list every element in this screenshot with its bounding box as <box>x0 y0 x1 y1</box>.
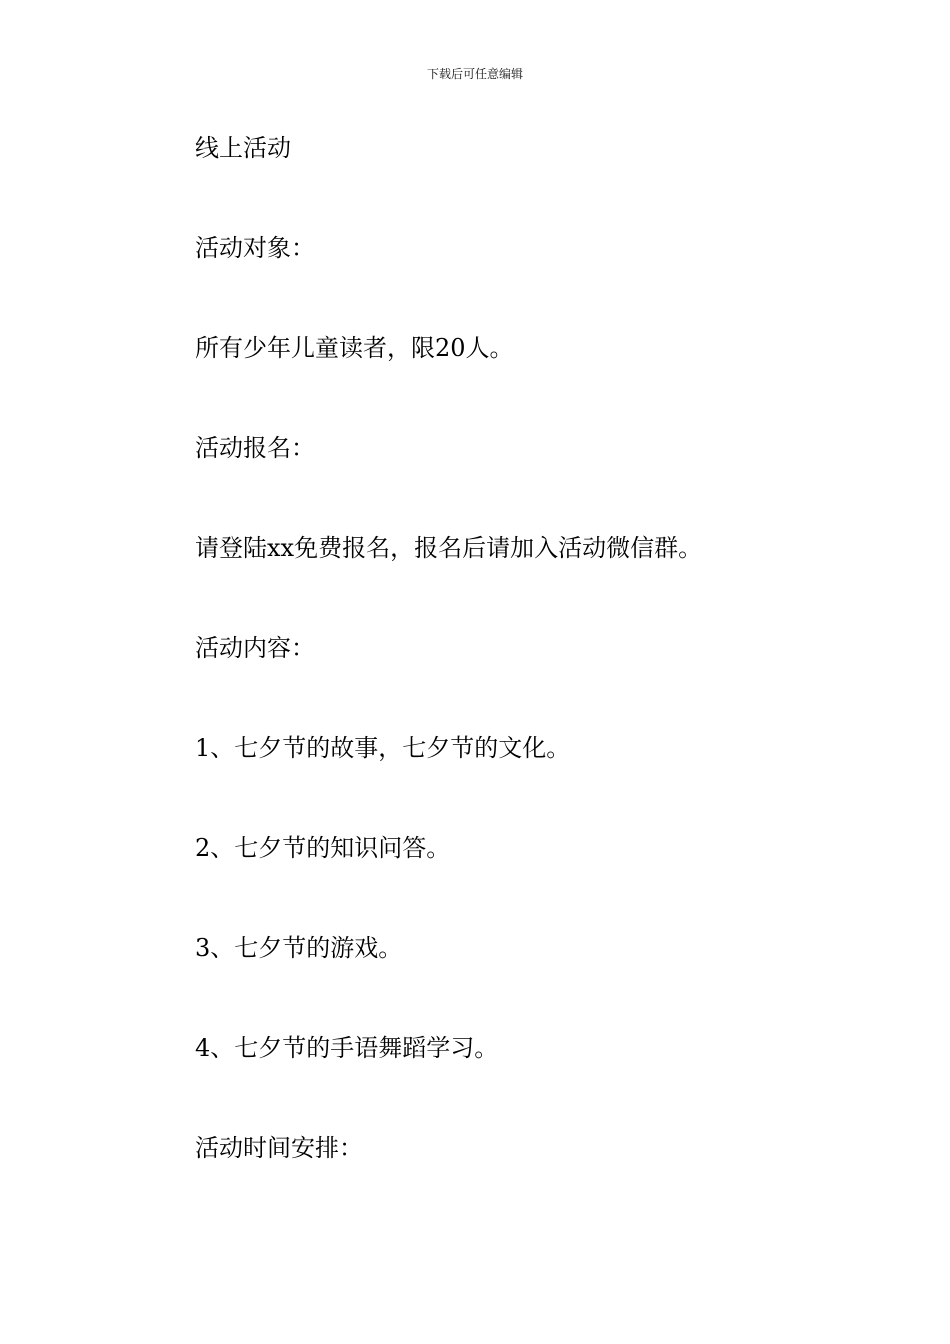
section-heading-online-activity: 线上活动 <box>195 134 291 162</box>
label-activity-schedule: 活动时间安排： <box>195 1134 363 1162</box>
list-item-content-3: 3、七夕节的游戏。 <box>195 934 403 962</box>
page-header: 下载后可任意编辑 <box>426 67 523 81</box>
text-activity-target: 所有少年儿童读者，限20人。 <box>195 334 514 362</box>
label-activity-registration: 活动报名： <box>195 434 315 462</box>
list-item-content-2: 2、七夕节的知识问答。 <box>195 834 451 862</box>
list-item-content-1: 1、七夕节的故事，七夕节的文化。 <box>195 734 571 762</box>
text-activity-registration: 请登陆xx免费报名，报名后请加入活动微信群。 <box>195 534 703 562</box>
label-activity-target: 活动对象： <box>195 234 315 262</box>
list-item-content-4: 4、七夕节的手语舞蹈学习。 <box>195 1034 499 1062</box>
label-activity-content: 活动内容： <box>195 634 315 662</box>
